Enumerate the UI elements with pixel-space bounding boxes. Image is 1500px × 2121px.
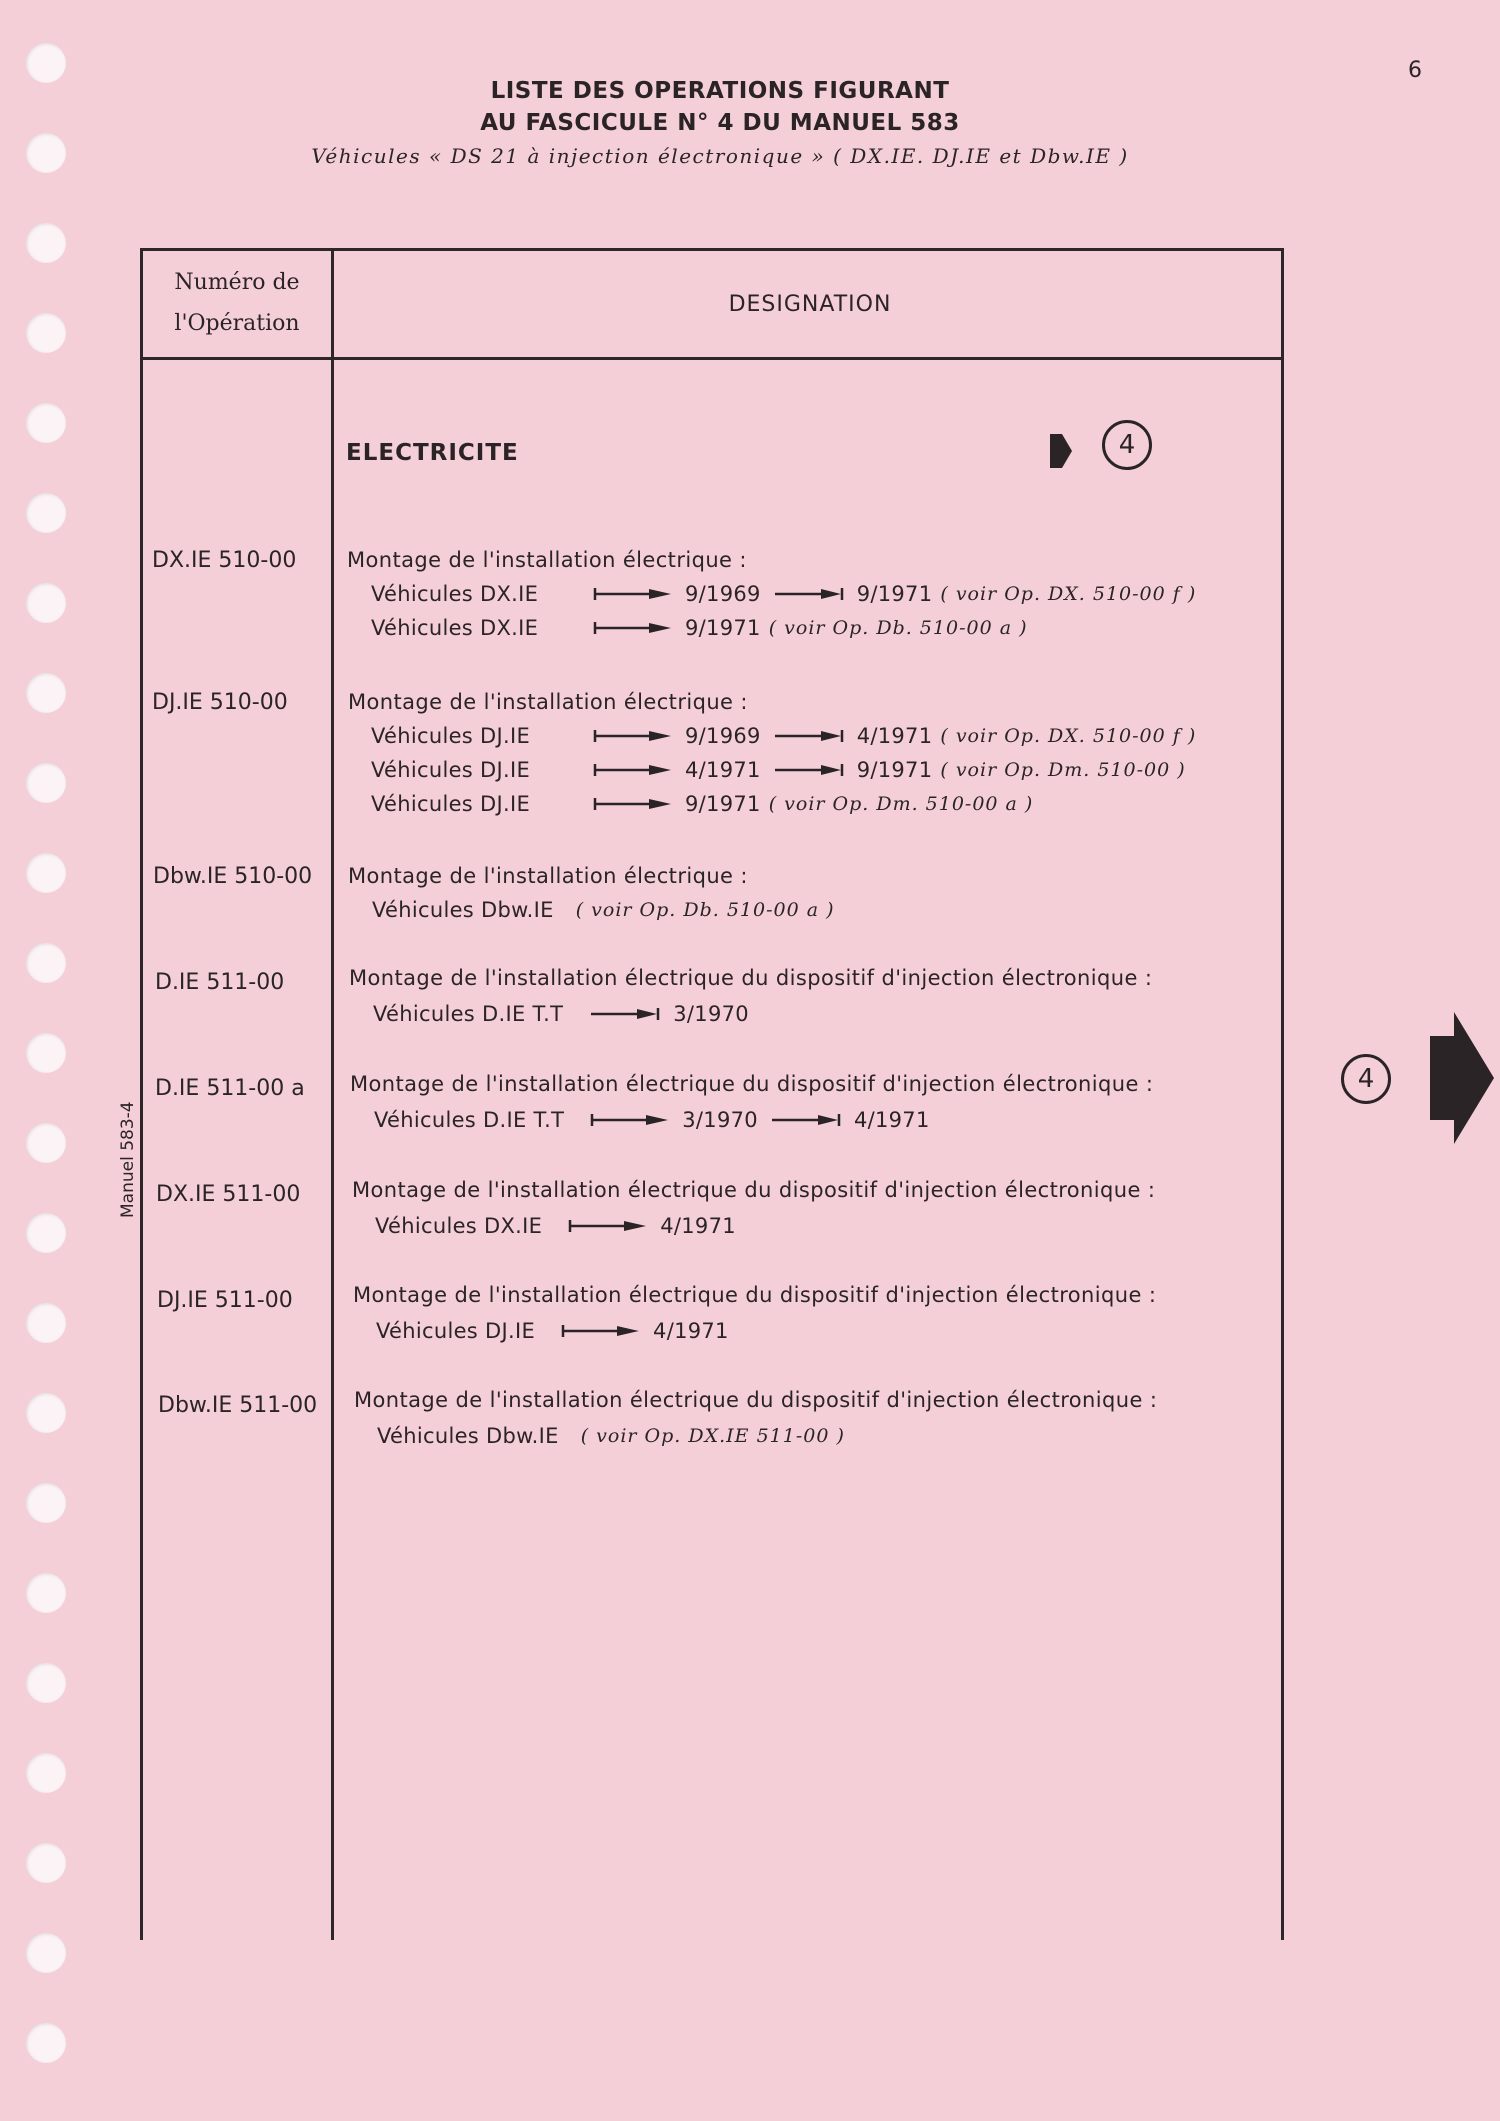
vehicle-line [372, 898, 835, 922]
operation-title: Montage de l'installation électrique : [348, 864, 748, 888]
operation-number: Dbw.IE 511-00 [158, 1393, 318, 1418]
punch-hole [26, 1483, 66, 1523]
vehicle-name: Véhicules DX.IE [371, 616, 539, 640]
vehicle-name: Véhicules DJ.IE [376, 1319, 536, 1343]
reference-note: ( voir Op. Dm. 510-00 ) [940, 759, 1186, 781]
vehicle-line [374, 1108, 930, 1132]
from-date-arrow-icon [593, 763, 673, 777]
reference-note: ( voir Op. DX.IE 511-00 ) [580, 1425, 845, 1447]
vehicle-name: Véhicules DJ.IE [371, 724, 531, 748]
operation-title: Montage de l'installation électrique du dispositif d'injection électronique : [350, 1072, 1154, 1096]
page-edge-arrow-icon [1430, 1012, 1494, 1144]
reference-note: ( voir Op. Db. 510-00 a ) [768, 617, 1028, 639]
vehicle-line [373, 1002, 749, 1026]
operation-title: Montage de l'installation électrique : [348, 690, 748, 714]
punch-hole [26, 673, 66, 713]
vehicle-name: Véhicules DX.IE [375, 1214, 543, 1238]
table-left-rule [140, 248, 143, 1940]
vehicle-line [371, 758, 1186, 782]
vehicle-name: Véhicules Dbw.IE [372, 898, 554, 922]
column-header-operation-number: Numéro de l'Opération [174, 270, 300, 336]
margin-circle-icon: 4 [1341, 1054, 1391, 1104]
reference-note: ( voir Op. Dm. 510-00 a ) [768, 793, 1034, 815]
fascicle-circle-icon: 4 [1102, 420, 1152, 470]
column-header-designation: DESIGNATION [728, 292, 892, 317]
reference-note: ( voir Op. DX. 510-00 f ) [940, 583, 1197, 605]
operation-title: Montage de l'installation électrique du dispositif d'injection électronique : [349, 966, 1153, 990]
operation-title: Montage de l'installation électrique : [347, 548, 747, 572]
start-date: 9/1971 [685, 616, 761, 640]
operation-number: DX.IE 511-00 [156, 1182, 301, 1207]
vehicle-line [371, 792, 1033, 816]
vehicle-name: Véhicules D.IE T.T [374, 1108, 565, 1132]
from-date-arrow-icon [568, 1219, 648, 1233]
vehicle-name: Véhicules DX.IE [371, 582, 539, 606]
operation-title: Montage de l'installation électrique du dispositif d'injection électronique : [353, 1283, 1157, 1307]
punch-hole [26, 1123, 66, 1163]
punch-hole [26, 1753, 66, 1793]
punch-hole [26, 43, 66, 83]
vehicle-line [371, 724, 1196, 748]
until-date-arrow-icon [773, 729, 845, 743]
end-date: 4/1971 [853, 1108, 930, 1132]
punch-hole [26, 1033, 66, 1073]
vehicle-name: Véhicules DJ.IE [371, 792, 531, 816]
vehicle-line [377, 1424, 845, 1448]
vehicle-name: Véhicules Dbw.IE [377, 1424, 559, 1448]
start-date: 4/1971 [653, 1319, 729, 1343]
from-date-arrow-icon [593, 729, 673, 743]
operation-number: D.IE 511-00 [155, 970, 285, 995]
page-number: 6 [1408, 58, 1422, 83]
vehicle-name: Véhicules DJ.IE [371, 758, 531, 782]
table-column-rule [331, 248, 334, 1940]
reference-note: ( voir Op. Db. 510-00 a ) [575, 899, 835, 921]
until-date-arrow-icon [589, 1007, 661, 1021]
punch-hole [26, 763, 66, 803]
from-date-arrow-icon [561, 1324, 641, 1338]
manual-reference-label: Manuel 583-4 [118, 1101, 138, 1218]
vehicle-line [371, 582, 1196, 606]
start-date: 4/1971 [660, 1214, 736, 1238]
vehicle-line [376, 1319, 729, 1343]
end-date: 9/1971 [856, 758, 933, 782]
until-date-arrow-icon [773, 763, 845, 777]
table-header-rule [140, 357, 1284, 360]
vehicle-line [375, 1214, 736, 1238]
from-date-arrow-icon [593, 621, 673, 635]
until-date-arrow-icon [773, 587, 845, 601]
subtitle: Véhicules « DS 21 à injection électronique » ( DX.IE. DJ.IE et Dbw.IE ) [311, 144, 1129, 168]
punch-hole [26, 583, 66, 623]
operation-number: DJ.IE 511-00 [157, 1288, 293, 1313]
punch-hole [26, 1213, 66, 1253]
title-line-2: AU FASCICULE N° 4 DU MANUEL 583 [480, 110, 960, 136]
operation-title: Montage de l'installation électrique du dispositif d'injection électronique : [354, 1388, 1158, 1412]
punch-hole [26, 2023, 66, 2063]
start-date: 9/1969 [685, 582, 761, 606]
pointer-arrow-icon [1048, 428, 1074, 474]
punch-hole [26, 1843, 66, 1883]
operation-title: Montage de l'installation électrique du dispositif d'injection électronique : [352, 1178, 1156, 1202]
punch-hole [26, 1573, 66, 1613]
punch-hole [26, 403, 66, 443]
section-title: ELECTRICITE [346, 440, 519, 466]
start-date: 4/1971 [685, 758, 761, 782]
punch-hole [26, 1303, 66, 1343]
operation-number: DJ.IE 510-00 [152, 690, 288, 715]
punch-hole [26, 1663, 66, 1703]
punch-hole [26, 493, 66, 533]
from-date-arrow-icon [593, 797, 673, 811]
end-date: 4/1971 [856, 724, 933, 748]
title-line-1: LISTE DES OPERATIONS FIGURANT [490, 78, 950, 104]
until-date-arrow-icon [770, 1113, 842, 1127]
vehicle-name: Véhicules D.IE T.T [373, 1002, 564, 1026]
punch-hole [26, 853, 66, 893]
end-date: 3/1970 [673, 1002, 749, 1026]
vehicle-line [371, 616, 1028, 640]
punch-hole [26, 313, 66, 353]
punch-hole [26, 133, 66, 173]
operation-number: Dbw.IE 510-00 [153, 864, 313, 889]
end-date: 9/1971 [856, 582, 933, 606]
operation-number: DX.IE 510-00 [152, 548, 297, 573]
table-top-rule [140, 248, 1284, 251]
table-right-rule [1281, 248, 1284, 1940]
from-date-arrow-icon [593, 587, 673, 601]
start-date: 9/1971 [685, 792, 761, 816]
punch-hole [26, 943, 66, 983]
punch-hole [26, 1933, 66, 1973]
reference-note: ( voir Op. DX. 510-00 f ) [940, 725, 1197, 747]
operation-number: D.IE 511-00 a [155, 1076, 305, 1101]
punch-hole [26, 223, 66, 263]
punch-hole [26, 1393, 66, 1433]
start-date: 9/1969 [685, 724, 761, 748]
from-date-arrow-icon [590, 1113, 670, 1127]
start-date: 3/1970 [682, 1108, 758, 1132]
